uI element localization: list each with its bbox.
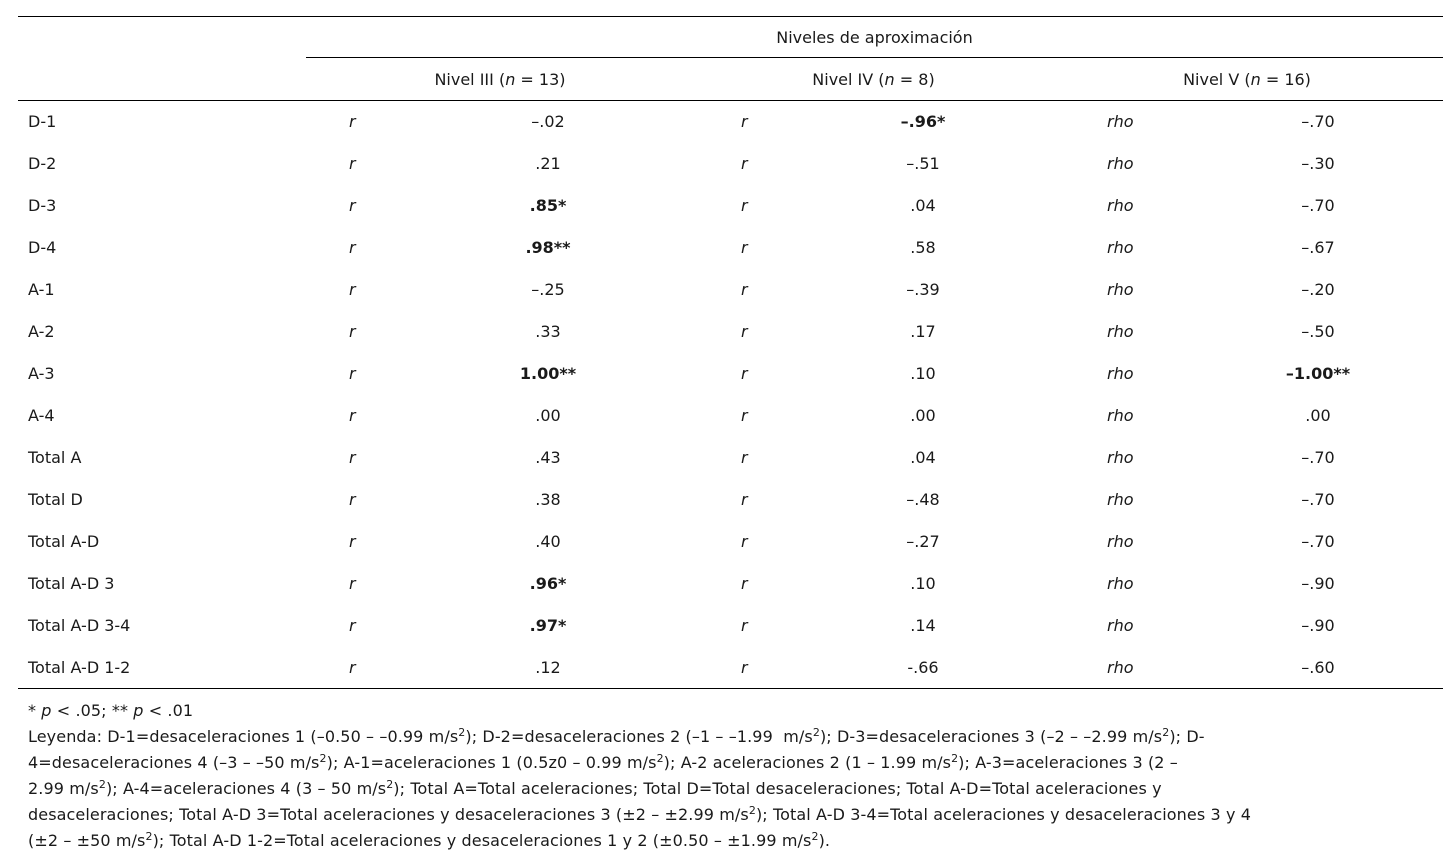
coefficient-value: -.66 — [907, 658, 939, 677]
coefficient-value: .21 — [535, 154, 561, 173]
row-label: D-3 — [28, 196, 57, 215]
footnote-text: ); D-3=desaceleraciones 3 (–2 – –2.99 m/s — [819, 727, 1163, 746]
footnote-text: 4=desaceleraciones 4 (–3 – –50 m/s — [28, 753, 320, 772]
superscript: 2 — [319, 752, 327, 765]
stat-type: rho — [1107, 574, 1134, 593]
coefficient-value: .85* — [529, 196, 567, 215]
stat-type: rho — [1107, 616, 1134, 635]
coefficient-value: .40 — [535, 532, 561, 551]
row-label: A-2 — [28, 322, 55, 341]
stat-type: rho — [1107, 364, 1134, 383]
coefficient-value: –.70 — [1301, 448, 1335, 467]
row-label: Total A-D — [28, 532, 100, 551]
legend-line — [28, 828, 1428, 854]
column-header-nivel-iv: Nivel IV (n = 8) — [812, 70, 935, 89]
coefficient-value: –.96* — [900, 112, 946, 131]
footnote-text: * — [28, 701, 42, 720]
stat-type: rho — [1107, 406, 1134, 425]
superscript: 2 — [812, 726, 820, 739]
footnote-text: ); D- — [1169, 727, 1205, 746]
coefficient-value: 1.00** — [519, 364, 577, 383]
stat-type: r — [349, 490, 356, 509]
stat-type: r — [741, 658, 748, 677]
stat-type: r — [349, 532, 356, 551]
header-rule — [18, 100, 1443, 101]
coefficient-value: .10 — [910, 364, 936, 383]
coefficient-value: –.67 — [1301, 238, 1335, 257]
footnote-text: Leyenda: D-1=desaceleraciones 1 (–0.50 – –0.99 m/s — [28, 727, 459, 746]
row-label: D-4 — [28, 238, 57, 257]
stat-type: r — [741, 280, 748, 299]
coefficient-value: –.50 — [1301, 322, 1335, 341]
footnote-text: ); Total A=Total aceleraciones; Total D=Total desaceleraciones; Total A-D=Total aceleraciones y — [393, 779, 1162, 798]
coefficient-value: .58 — [910, 238, 936, 257]
stat-type: r — [349, 364, 356, 383]
coefficient-value: –.27 — [906, 532, 940, 551]
legend-line — [28, 802, 1428, 828]
stat-type: r — [741, 490, 748, 509]
footnote-text: 2.99 m/s — [28, 779, 99, 798]
significance-note — [28, 698, 1428, 724]
row-label: Total A — [28, 448, 82, 467]
coefficient-value: .38 — [535, 490, 561, 509]
stat-type: r — [349, 448, 356, 467]
coefficient-value: .00 — [1305, 406, 1331, 425]
footnote-text: desaceleraciones; Total A-D 3=Total aceleraciones y desaceleraciones 3 (±2 – ±2.99 m/s — [28, 805, 749, 824]
coefficient-value: –.30 — [1301, 154, 1335, 173]
coefficient-value: .04 — [910, 448, 936, 467]
legend-line — [28, 776, 1428, 802]
footnote-text: p — [133, 701, 144, 720]
coefficient-value: .17 — [910, 322, 936, 341]
group-header: Niveles de aproximación — [776, 28, 973, 47]
footnote-text: ); A-1=aceleraciones 1 (0.5z0 – 0.99 m/s — [326, 753, 657, 772]
coefficient-value: .97* — [529, 616, 567, 635]
coefficient-value: .98** — [525, 238, 571, 257]
footnote-text: ); D-2=desaceleraciones 2 (–1 – –1.99 m/s — [465, 727, 813, 746]
footnote-text: ); Total A-D 1-2=Total aceleraciones y desaceleraciones 1 y 2 (±0.50 – ±1.99 m/s — [152, 831, 812, 850]
coefficient-value: .14 — [910, 616, 936, 635]
stat-type: r — [349, 238, 356, 257]
superscript: 2 — [1162, 726, 1170, 739]
stat-type: r — [741, 616, 748, 635]
coefficient-value: –.25 — [531, 280, 565, 299]
stat-type: rho — [1107, 322, 1134, 341]
row-label: Total D — [28, 490, 83, 509]
stat-type: rho — [1107, 238, 1134, 257]
stat-type: r — [741, 154, 748, 173]
footnote-text: ); A-3=aceleraciones 3 (2 – — [958, 753, 1178, 772]
stat-type: r — [741, 532, 748, 551]
coefficient-value: –.60 — [1301, 658, 1335, 677]
stat-type: rho — [1107, 658, 1134, 677]
stat-type: rho — [1107, 490, 1134, 509]
stat-type: r — [349, 406, 356, 425]
footnote-text: (±2 – ±50 m/s — [28, 831, 146, 850]
row-label: D-1 — [28, 112, 57, 131]
legend-line — [28, 750, 1428, 776]
superscript: 2 — [951, 752, 959, 765]
stat-type: rho — [1107, 154, 1134, 173]
coefficient-value: –.48 — [906, 490, 940, 509]
stat-type: r — [349, 616, 356, 635]
stat-type: r — [741, 448, 748, 467]
superscript: 2 — [811, 830, 819, 843]
stat-type: r — [741, 406, 748, 425]
column-header-nivel-v: Nivel V (n = 16) — [1183, 70, 1311, 89]
footnote-text: p — [41, 701, 52, 720]
stat-type: r — [349, 574, 356, 593]
coefficient-value: –.70 — [1301, 112, 1335, 131]
superscript: 2 — [748, 804, 756, 817]
stat-type: r — [349, 112, 356, 131]
footnote-text: ); Total A-D 3-4=Total aceleraciones y desaceleraciones 3 y 4 — [755, 805, 1251, 824]
coefficient-value: –.90 — [1301, 574, 1335, 593]
legend-note — [28, 724, 1428, 854]
group-rule — [306, 57, 1443, 58]
coefficient-value: .96* — [529, 574, 567, 593]
coefficient-value: .00 — [535, 406, 561, 425]
coefficient-value: .12 — [535, 658, 561, 677]
bottom-rule — [18, 688, 1443, 689]
superscript: 2 — [145, 830, 153, 843]
coefficient-value: .33 — [535, 322, 561, 341]
stat-type: r — [349, 658, 356, 677]
row-label: Total A-D 3 — [28, 574, 115, 593]
stat-type: rho — [1107, 532, 1134, 551]
footnote-text: < .05; ** — [51, 701, 134, 720]
stat-type: r — [741, 364, 748, 383]
legend-line — [28, 724, 1428, 750]
footnote-text: ); A-2 aceleraciones 2 (1 – 1.99 m/s — [663, 753, 952, 772]
stat-type: r — [349, 196, 356, 215]
stat-type: r — [741, 574, 748, 593]
row-label: Total A-D 1-2 — [28, 658, 131, 677]
row-label: A-1 — [28, 280, 55, 299]
coefficient-value: –.90 — [1301, 616, 1335, 635]
stat-type: r — [741, 238, 748, 257]
stat-type: r — [349, 154, 356, 173]
row-label: D-2 — [28, 154, 57, 173]
stat-type: rho — [1107, 448, 1134, 467]
footnote-text: ); A-4=aceleraciones 4 (3 – 50 m/s — [105, 779, 387, 798]
stat-type: r — [741, 112, 748, 131]
coefficient-value: –1.00** — [1285, 364, 1351, 383]
column-header-nivel-iii: Nivel III (n = 13) — [434, 70, 566, 89]
coefficient-value: –.51 — [906, 154, 940, 173]
stat-type: rho — [1107, 196, 1134, 215]
footnote-text: ). — [818, 831, 831, 850]
footnote-text: < .01 — [143, 701, 194, 720]
coefficient-value: –.70 — [1301, 196, 1335, 215]
stat-type: rho — [1107, 280, 1134, 299]
superscript: 2 — [458, 726, 466, 739]
footnote — [28, 698, 1428, 854]
coefficient-value: .00 — [910, 406, 936, 425]
superscript: 2 — [386, 778, 394, 791]
coefficient-value: .43 — [535, 448, 561, 467]
coefficient-value: –.20 — [1301, 280, 1335, 299]
superscript: 2 — [98, 778, 106, 791]
row-label: A-4 — [28, 406, 55, 425]
coefficient-value: .10 — [910, 574, 936, 593]
stat-type: r — [349, 322, 356, 341]
stat-type: r — [349, 280, 356, 299]
stat-type: r — [741, 196, 748, 215]
row-label: A-3 — [28, 364, 55, 383]
coefficient-value: –.02 — [531, 112, 565, 131]
coefficient-value: –.39 — [906, 280, 940, 299]
coefficient-value: –.70 — [1301, 532, 1335, 551]
top-rule — [18, 16, 1443, 17]
coefficient-value: .04 — [910, 196, 936, 215]
coefficient-value: –.70 — [1301, 490, 1335, 509]
stat-type: rho — [1107, 112, 1134, 131]
stat-type: r — [741, 322, 748, 341]
row-label: Total A-D 3-4 — [28, 616, 131, 635]
superscript: 2 — [656, 752, 664, 765]
